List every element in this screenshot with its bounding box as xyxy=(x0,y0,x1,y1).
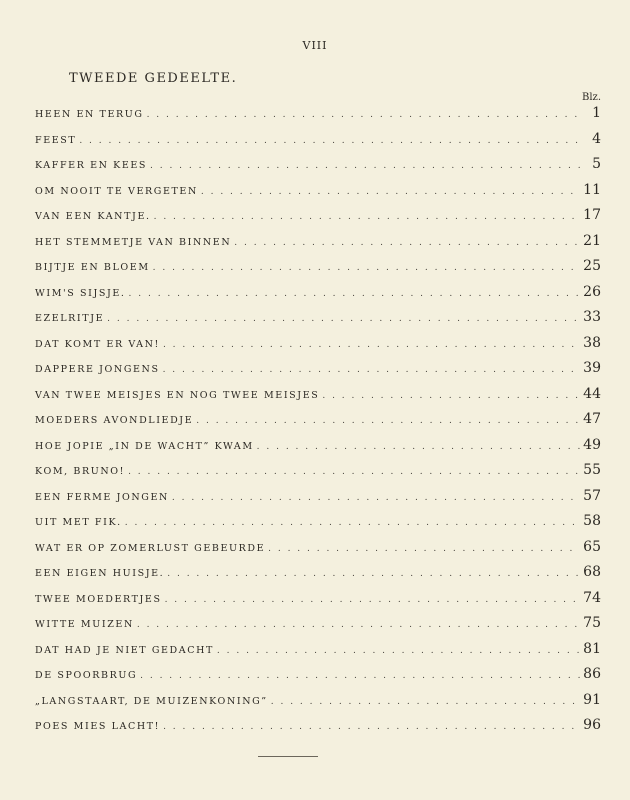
section-title: TWEEDE GEDEELTE. xyxy=(69,71,238,86)
toc-entry-title: HEEN EN TERUG xyxy=(35,109,144,120)
dot-leader xyxy=(163,340,580,350)
dot-leader xyxy=(165,595,581,605)
toc-entry xyxy=(35,564,601,590)
toc-entry-page: 86 xyxy=(583,666,601,682)
toc-entry-title: HOE JOPIE „IN DE WACHT” KWAM xyxy=(35,440,254,452)
toc-entry-page: 38 xyxy=(583,334,601,351)
toc-entry xyxy=(35,105,601,131)
toc-entry xyxy=(35,717,601,743)
end-rule xyxy=(258,756,318,757)
toc-entry xyxy=(35,386,601,412)
toc-entry-page: 39 xyxy=(583,360,601,376)
toc-entry-page: 91 xyxy=(583,691,601,708)
toc-entry xyxy=(35,182,601,208)
dot-leader xyxy=(154,212,581,222)
toc-entry xyxy=(35,131,601,157)
toc-entry-title: EEN FERME JONGEN xyxy=(35,491,169,503)
dot-leader xyxy=(172,493,580,503)
dot-leader xyxy=(125,518,580,528)
toc-entry xyxy=(35,233,601,259)
dot-leader xyxy=(140,671,580,681)
toc-entry-title: WAT ER OP ZOMERLUST GEBEURDE xyxy=(35,542,266,554)
dot-leader xyxy=(271,697,580,707)
toc-entry-page: 5 xyxy=(592,156,601,172)
toc-entry xyxy=(35,309,601,335)
toc-entry-page: 58 xyxy=(583,513,601,529)
toc-entry xyxy=(35,590,601,616)
toc-entry-title: HET STEMMETJE VAN BINNEN xyxy=(35,236,232,248)
toc-entry-page: 21 xyxy=(583,232,601,249)
toc-entry-title: VAN TWEE MEISJES EN NOG TWEE MEISJES xyxy=(35,389,320,401)
toc-entry-title: EZELRITJE xyxy=(35,313,105,324)
toc-entry-title: KAFFER EN KEES xyxy=(35,160,148,171)
toc-entry xyxy=(35,258,601,284)
dot-leader xyxy=(322,391,580,401)
dot-leader xyxy=(268,544,580,554)
toc-entry-page: 68 xyxy=(583,564,601,580)
toc-entry-page: 65 xyxy=(583,538,601,555)
dot-leader xyxy=(217,646,580,656)
toc-entry-page: 96 xyxy=(583,717,601,733)
dot-leader xyxy=(79,136,582,146)
page-number: VIII xyxy=(302,39,328,52)
toc-entry-page: 1 xyxy=(592,105,601,121)
toc-entry-title: FEEST xyxy=(35,134,77,146)
toc-entry-title: WIM'S SIJSJE. xyxy=(35,287,126,299)
toc-entry-page: 25 xyxy=(583,258,601,274)
toc-entry-page: 17 xyxy=(583,207,601,223)
dot-leader xyxy=(196,416,580,426)
toc-entry-title: POES MIES LACHT! xyxy=(35,721,161,732)
toc-entry-title: OM NOOIT TE VERGETEN xyxy=(35,185,198,197)
toc-entry-title: WITTE MUIZEN xyxy=(35,619,134,630)
toc-entry xyxy=(35,411,601,437)
dot-leader xyxy=(128,467,580,477)
dot-leader xyxy=(147,110,582,120)
toc-entry-page: 57 xyxy=(583,487,601,504)
dot-leader xyxy=(167,569,580,579)
dot-leader xyxy=(257,442,581,452)
dot-leader xyxy=(163,722,580,732)
toc-entry-title: DAPPERE JONGENS xyxy=(35,364,160,375)
toc-entry-title: KOM, BRUNO! xyxy=(35,466,126,477)
toc-entry xyxy=(35,539,601,565)
toc-entry xyxy=(35,462,601,488)
dot-leader xyxy=(201,187,580,197)
toc-entry-page: 44 xyxy=(583,385,601,402)
toc-entry-title: MOEDERS AVONDLIEDJE xyxy=(35,415,194,426)
toc-entry-title: EEN EIGEN HUISJE. xyxy=(35,568,165,579)
toc-entry-page: 26 xyxy=(583,283,601,300)
dot-leader xyxy=(163,365,581,375)
toc-entry-title: TWEE MOEDERTJES xyxy=(35,593,162,605)
toc-entry xyxy=(35,615,601,641)
toc-entry-page: 55 xyxy=(583,462,601,478)
toc-entry xyxy=(35,156,601,182)
toc-entry-page: 33 xyxy=(583,309,601,325)
page-column-header: Blz. xyxy=(582,92,601,103)
toc-entry-title: UIT MET FIK. xyxy=(35,517,122,528)
toc-entry xyxy=(35,284,601,310)
toc-entry-page: 11 xyxy=(583,181,601,198)
toc-entry xyxy=(35,335,601,361)
dot-leader xyxy=(234,238,580,248)
toc-entry xyxy=(35,360,601,386)
toc-entry-page: 4 xyxy=(592,130,601,147)
dot-leader xyxy=(150,161,582,171)
toc-entry-page: 49 xyxy=(583,436,601,453)
toc-entry-title: „LANGSTAART, DE MUIZENKONING” xyxy=(35,695,268,707)
dot-leader xyxy=(137,620,580,630)
toc-entry-title: DAT HAD JE NIET GEDACHT xyxy=(35,644,214,656)
dot-leader xyxy=(153,263,581,273)
toc-entry-page: 81 xyxy=(583,640,601,657)
dot-leader xyxy=(129,289,581,299)
toc-entry-title: DAT KOMT ER VAN! xyxy=(35,338,160,350)
toc-entry xyxy=(35,666,601,692)
dot-leader xyxy=(107,314,580,324)
table-of-contents xyxy=(35,105,601,743)
toc-entry-page: 75 xyxy=(583,615,601,631)
toc-entry xyxy=(35,641,601,667)
toc-entry xyxy=(35,513,601,539)
toc-entry-page: 47 xyxy=(583,411,601,427)
toc-entry-page: 74 xyxy=(583,589,601,606)
toc-entry-title: VAN EEN KANTJE. xyxy=(35,211,151,222)
toc-entry-title: DE SPOORBRUG xyxy=(35,670,138,681)
toc-entry-title: BIJTJE EN BLOEM xyxy=(35,262,150,273)
toc-entry xyxy=(35,437,601,463)
toc-entry xyxy=(35,488,601,514)
toc-entry xyxy=(35,692,601,718)
toc-entry xyxy=(35,207,601,233)
